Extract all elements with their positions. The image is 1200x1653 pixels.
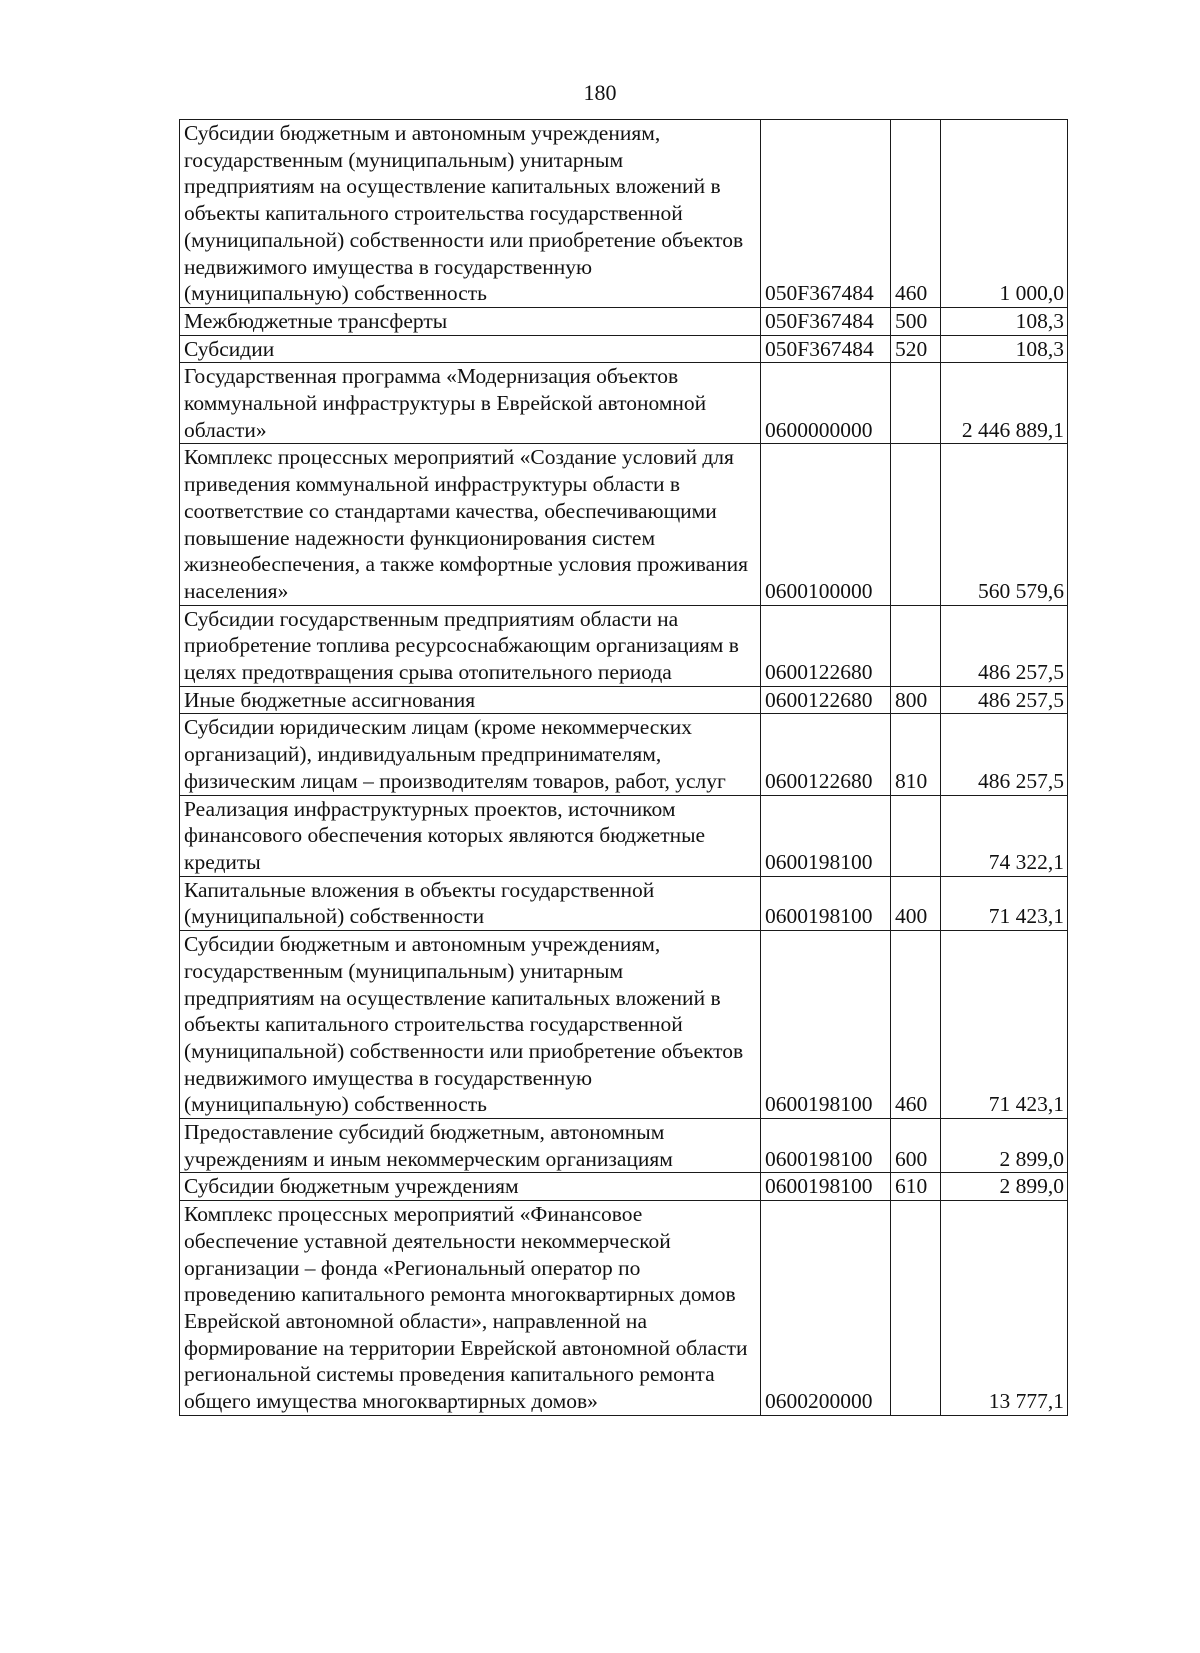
item-name-cell: Субсидии государственным предприятиям области на приобретение топлива ресурсоснабжающим организациям в целях предотвращения срыва отопительного периода <box>180 605 761 686</box>
target-code-cell: 050F367484 <box>761 307 891 335</box>
table-row <box>180 714 1068 795</box>
item-name-cell: Государственная программа «Модернизация объектов коммунальной инфраструктуры в Еврейской автономной области» <box>180 363 761 444</box>
target-code-cell: 0600198100 <box>761 795 891 876</box>
table-row <box>180 1119 1068 1173</box>
expense-type-cell: 400 <box>891 876 941 930</box>
table-row <box>180 363 1068 444</box>
amount-cell: 74 322,1 <box>941 795 1068 876</box>
amount-cell: 108,3 <box>941 307 1068 335</box>
table-row <box>180 686 1068 714</box>
amount-cell: 560 579,6 <box>941 444 1068 605</box>
amount-cell: 108,3 <box>941 335 1068 363</box>
budget-table <box>179 119 1068 1416</box>
budget-table-body <box>180 120 1068 1416</box>
amount-cell: 2 899,0 <box>941 1173 1068 1201</box>
table-row <box>180 931 1068 1119</box>
item-name-cell: Комплекс процессных мероприятий «Финансовое обеспечение уставной деятельности некоммерческой организации – фонда «Региональный оператор по проведению капитального ремонта многоквартирных домов Еврейской автономной области», направленной на формирование на территории Еврейской автономной области региональной системы проведения капитального ремонта общего имущества многоквартирных домов» <box>180 1201 761 1416</box>
target-code-cell: 0600000000 <box>761 363 891 444</box>
item-name-cell: Предоставление субсидий бюджетным, автономным учреждениям и иным некоммерческим организациям <box>180 1119 761 1173</box>
table-row <box>180 876 1068 930</box>
target-code-cell: 0600198100 <box>761 876 891 930</box>
target-code-cell: 0600198100 <box>761 1119 891 1173</box>
table-row <box>180 335 1068 363</box>
amount-cell: 1 000,0 <box>941 120 1068 308</box>
expense-type-cell <box>891 444 941 605</box>
amount-cell: 2 899,0 <box>941 1119 1068 1173</box>
expense-type-cell <box>891 795 941 876</box>
item-name-cell: Субсидии бюджетным и автономным учреждениям, государственным (муниципальным) унитарным предприятиям на осуществление капитальных вложений в объекты капитального строительства государственной (муниципальной) собственности или приобретение объектов недвижимого имущества в государственную (муниципальную) собственность <box>180 931 761 1119</box>
target-code-cell: 050F367484 <box>761 335 891 363</box>
expense-type-cell: 610 <box>891 1173 941 1201</box>
target-code-cell: 0600198100 <box>761 1173 891 1201</box>
expense-type-cell: 600 <box>891 1119 941 1173</box>
expense-type-cell <box>891 363 941 444</box>
table-row <box>180 307 1068 335</box>
table-row <box>180 1173 1068 1201</box>
item-name-cell: Иные бюджетные ассигнования <box>180 686 761 714</box>
expense-type-cell: 460 <box>891 931 941 1119</box>
item-name-cell: Субсидии бюджетным учреждениям <box>180 1173 761 1201</box>
item-name-cell: Межбюджетные трансферты <box>180 307 761 335</box>
target-code-cell: 0600198100 <box>761 931 891 1119</box>
expense-type-cell: 810 <box>891 714 941 795</box>
target-code-cell: 050F367484 <box>761 120 891 308</box>
table-row <box>180 120 1068 308</box>
expense-type-cell <box>891 1201 941 1416</box>
amount-cell: 13 777,1 <box>941 1201 1068 1416</box>
target-code-cell: 0600100000 <box>761 444 891 605</box>
expense-type-cell: 800 <box>891 686 941 714</box>
expense-type-cell <box>891 605 941 686</box>
table-row <box>180 1201 1068 1416</box>
amount-cell: 486 257,5 <box>941 605 1068 686</box>
item-name-cell: Капитальные вложения в объекты государственной (муниципальной) собственности <box>180 876 761 930</box>
amount-cell: 71 423,1 <box>941 931 1068 1119</box>
table-row <box>180 444 1068 605</box>
table-row <box>180 605 1068 686</box>
page-number: 180 <box>583 80 617 105</box>
target-code-cell: 0600200000 <box>761 1201 891 1416</box>
table-row <box>180 795 1068 876</box>
item-name-cell: Субсидии <box>180 335 761 363</box>
expense-type-cell: 500 <box>891 307 941 335</box>
target-code-cell: 0600122680 <box>761 714 891 795</box>
target-code-cell: 0600122680 <box>761 686 891 714</box>
expense-type-cell: 520 <box>891 335 941 363</box>
target-code-cell: 0600122680 <box>761 605 891 686</box>
amount-cell: 71 423,1 <box>941 876 1068 930</box>
item-name-cell: Субсидии юридическим лицам (кроме некоммерческих организаций), индивидуальным предпринимателям, физическим лицам – производителям товаров, работ, услуг <box>180 714 761 795</box>
expense-type-cell: 460 <box>891 120 941 308</box>
item-name-cell: Реализация инфраструктурных проектов, источником финансового обеспечения которых являются бюджетные кредиты <box>180 795 761 876</box>
item-name-cell: Субсидии бюджетным и автономным учреждениям, государственным (муниципальным) унитарным предприятиям на осуществление капитальных вложений в объекты капитального строительства государственной (муниципальной) собственности или приобретение объектов недвижимого имущества в государственную (муниципальную) собственность <box>180 120 761 308</box>
amount-cell: 486 257,5 <box>941 686 1068 714</box>
amount-cell: 2 446 889,1 <box>941 363 1068 444</box>
amount-cell: 486 257,5 <box>941 714 1068 795</box>
item-name-cell: Комплекс процессных мероприятий «Создание условий для приведения коммунальной инфраструктуры области в соответствие со стандартами качества, обеспечивающими повышение надежности функционирования систем жизнеобеспечения, а также комфортные условия проживания населения» <box>180 444 761 605</box>
